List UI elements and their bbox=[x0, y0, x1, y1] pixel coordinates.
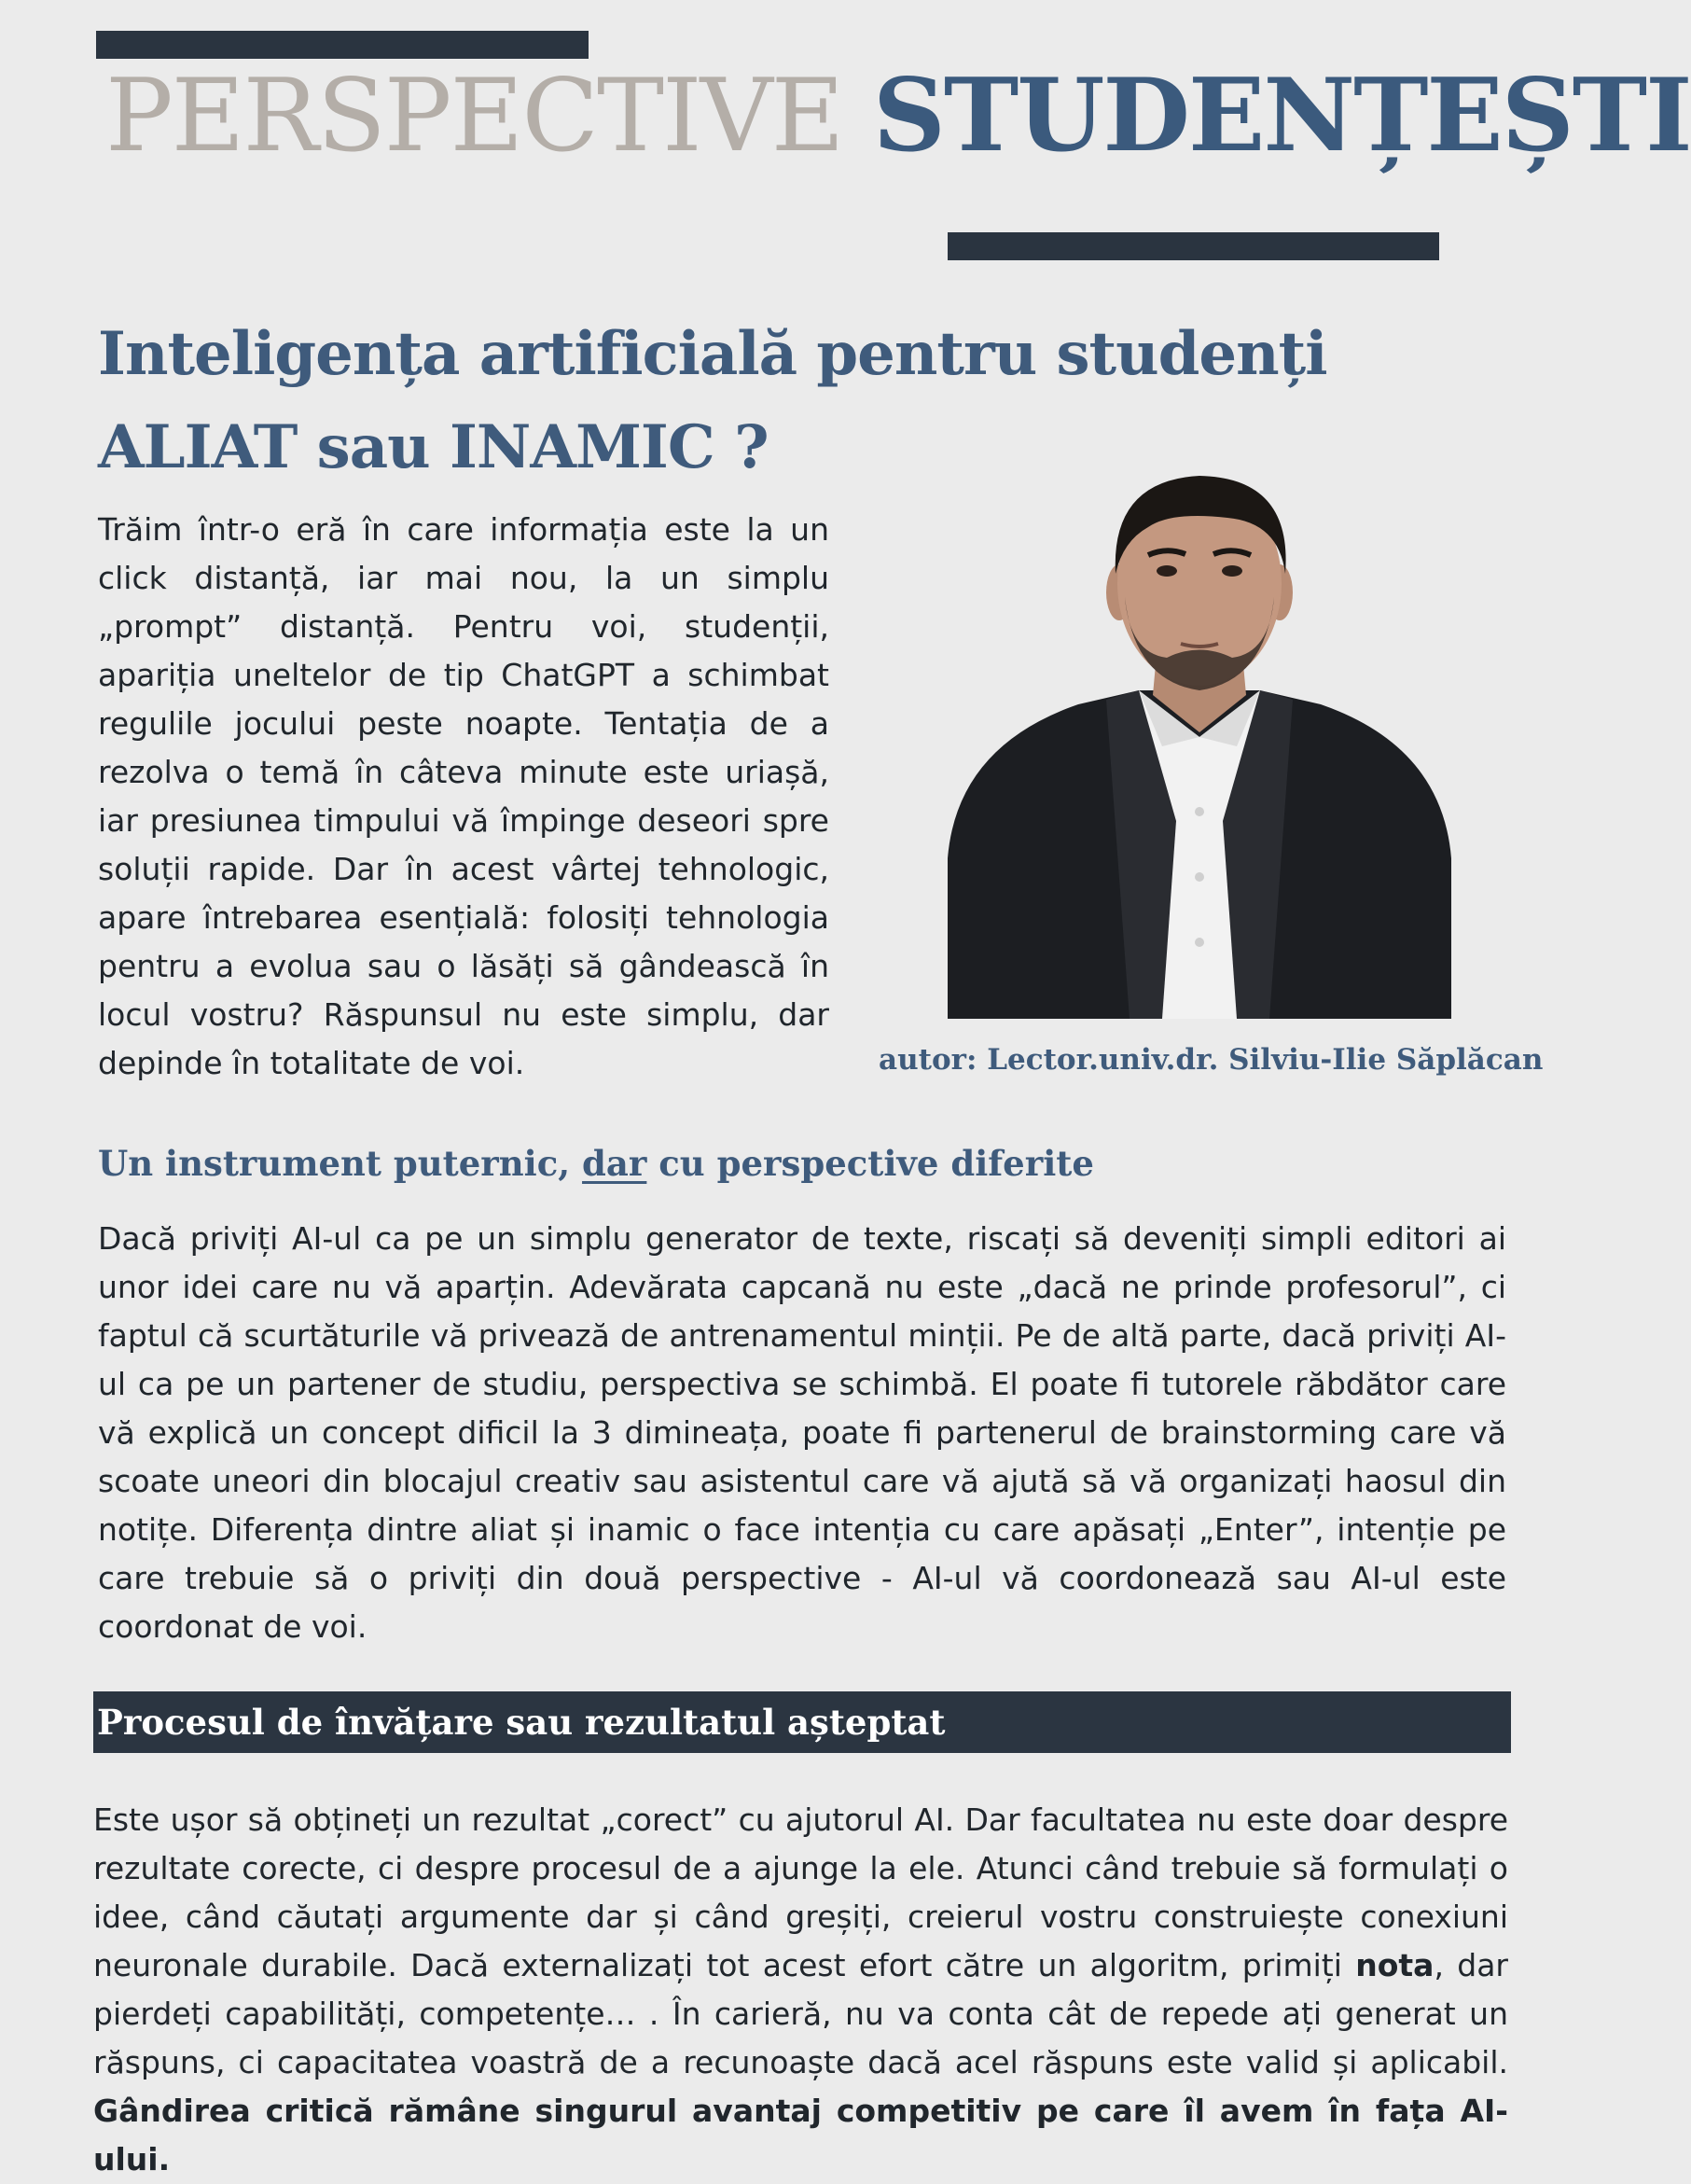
top-decorative-bar bbox=[96, 31, 589, 59]
section2-text-part2: , dar pierdeți capabilități, competențe… . În carieră, nu va conta cât de repede ați generat un răspuns, ci capacitatea voastră de a recunoaște dacă acel răspuns este valid și aplicabil. bbox=[93, 1947, 1508, 2080]
section2-bold-conclusion: Gândirea critică rămâne singurul avantaj competitiv pe care îl avem în fața AI-ului. bbox=[93, 2093, 1508, 2177]
section1-paragraph: Dacă priviți AI-ul ca pe un simplu generator de texte, riscați să deveniți simpli editori ai unor idei care nu vă aparțin. Adevărata capcană nu este „dacă ne prinde profesorul”, ci faptul că scurtăturile vă privează de antrenamentul minții. Pe de altă parte, dacă priviți AI-ul ca pe un partener de studiu, perspectiva se schimbă. El poate fi tutorele răbdător care vă explică un concept dificil la 3 dimineața, poate fi partenerul de brainstorming care vă scoate uneori din blocajul creativ sau asistentul care vă ajută să vă organizați haosul din notițe. Diferența dintre aliat și inamic o face intenția cu care apăsați „Enter”, intenție pe care trebuie să o priviți din două perspective - AI-ul vă coordonează sau AI-ul este coordonat de voi. bbox=[98, 1220, 1506, 1645]
masthead bbox=[105, 57, 1691, 174]
masthead-word-studentesti: STUDENȚEȘTI bbox=[872, 57, 1691, 174]
author-photo bbox=[948, 466, 1451, 1019]
section1-heading-part1: Un instrument puternic, bbox=[98, 1143, 571, 1184]
section1-heading-underlined-word: dar bbox=[582, 1143, 647, 1184]
section2-heading-bar bbox=[93, 1691, 1511, 1753]
section1-heading-part3: cu perspective diferite bbox=[658, 1143, 1094, 1184]
section1-heading bbox=[98, 1143, 1094, 1184]
article-title-line1: Inteligența artificială pentru studenți bbox=[98, 319, 1327, 389]
section2-heading: Procesul de învățare sau rezultatul așteptat bbox=[97, 1702, 946, 1743]
article-title-line2: ALIAT sau INAMIC ? bbox=[98, 412, 769, 482]
section2-text-part1: Este ușor să obțineți un rezultat „corect” cu ajutorul AI. Dar facultatea nu este doar despre rezultate corecte, ci despre procesul de a ajunge la ele. Atunci când trebuie să formulați o idee, când căutați argumente dar și când greșiți, creierul vostru construiește conexiuni neuronale durabile. Dacă externalizați tot acest efort către un algoritm, primiți bbox=[93, 1801, 1508, 1983]
bottom-decorative-bar bbox=[948, 232, 1439, 260]
author-caption: autor: Lector.univ.dr. Silviu-Ilie Săplăcan bbox=[879, 1043, 1544, 1077]
section2-bold-nota: nota bbox=[1355, 1947, 1435, 1983]
intro-paragraph: Trăim într-o eră în care informația este la un click distanță, iar mai nou, la un simplu „prompt” distanță. Pentru voi, studenții, apariția uneltelor de tip ChatGPT a schimbat regulile jocului peste noapte. Tentația de a rezolva o temă în câteva minute este uriașă, iar presiunea timpului vă împinge deseori spre soluții rapide. Dar în acest vârtej tehnologic, apare întrebarea esențială: folosiți tehnologia pentru a evolua sau o lăsăți să gândească în locul vostru? Răspunsul nu este simplu, dar depinde în totalitate de voi. bbox=[98, 511, 829, 1081]
masthead-word-perspective: PERSPECTIVE bbox=[105, 58, 843, 174]
section2-paragraph bbox=[93, 1796, 1508, 2184]
